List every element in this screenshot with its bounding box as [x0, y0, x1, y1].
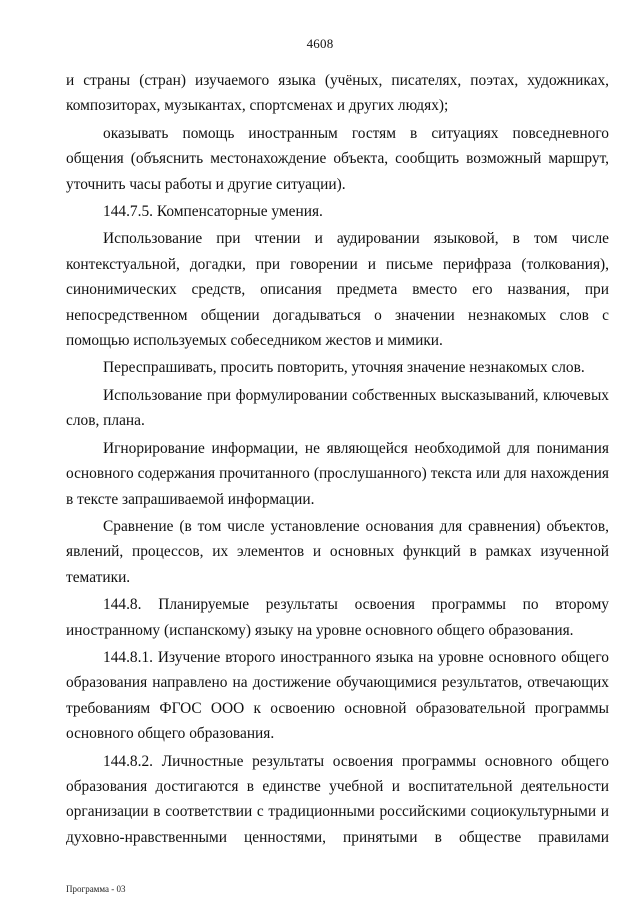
paragraph-comparison: Сравнение (в том числе установление основания для сравнения) объектов, явлений, процессов, их элементов и основных функций в рамках изученной тематики. [66, 517, 609, 586]
document-body [66, 68, 609, 850]
paragraph-continuation: и страны (стран) изучаемого языка (учёных, писателях, поэтах, художниках, композиторах, музыкантах, спортсменах и других людях); [66, 72, 609, 115]
paragraph-help-guests: оказывать помощь иностранным гостям в ситуациях повседневного общения (объяснить местонахождение объекта, сообщить возможный маршрут, уточнить часы работы и другие ситуации). [66, 124, 609, 193]
paragraph-keywords-plan: Использование при формулировании собственных высказываний, ключевых слов, плана. [66, 386, 609, 430]
paragraph-ignoring-info: Игнорирование информации, не являющейся необходимой для понимания основного содержания прочитанного (прослушанного) текста или для нахождения в тексте запрашиваемой информации. [66, 439, 609, 508]
paragraph-compensatory-usage: Использование при чтении и аудировании языковой, в том числе контекстуальной, догадки, при говорении и письме перифраза (толкования), синонимических средств, описания предмета вместо его названия, при непосредственном общении догадываться о значении незнакомых слов с помощью используемых собеседником жестов и мимики. [66, 230, 609, 350]
paragraph-144-8-1: 144.8.1. Изучение второго иностранного языка на уровне основного общего образования направлено на достижение обучающимися результатов, отвечающих требованиям ФГОС ООО к освоению основной образовательной программы основного общего образования. [66, 648, 609, 743]
paragraph-144-8-2: 144.8.2. Личностные результаты освоения программы основного общего образования достигаются в единстве учебной и воспитательной деятельности организации в соответствии с традиционными российскими социокультурными и духовно-нравственными ценностями, принятыми в обществе правилами [66, 752, 609, 846]
section-heading-144-7-5: 144.7.5. Компенсаторные умения. [103, 203, 323, 221]
footer-label: Программа - 03 [66, 884, 126, 894]
section-heading-144-8: 144.8. Планируемые результаты освоения программы по второму иностранному (испанскому) языку на уровне основного общего образования. [66, 596, 609, 639]
page-number: 4608 [306, 36, 334, 51]
paragraph-reask: Переспрашивать, просить повторить, уточняя значение незнакомых слов. [103, 359, 585, 377]
